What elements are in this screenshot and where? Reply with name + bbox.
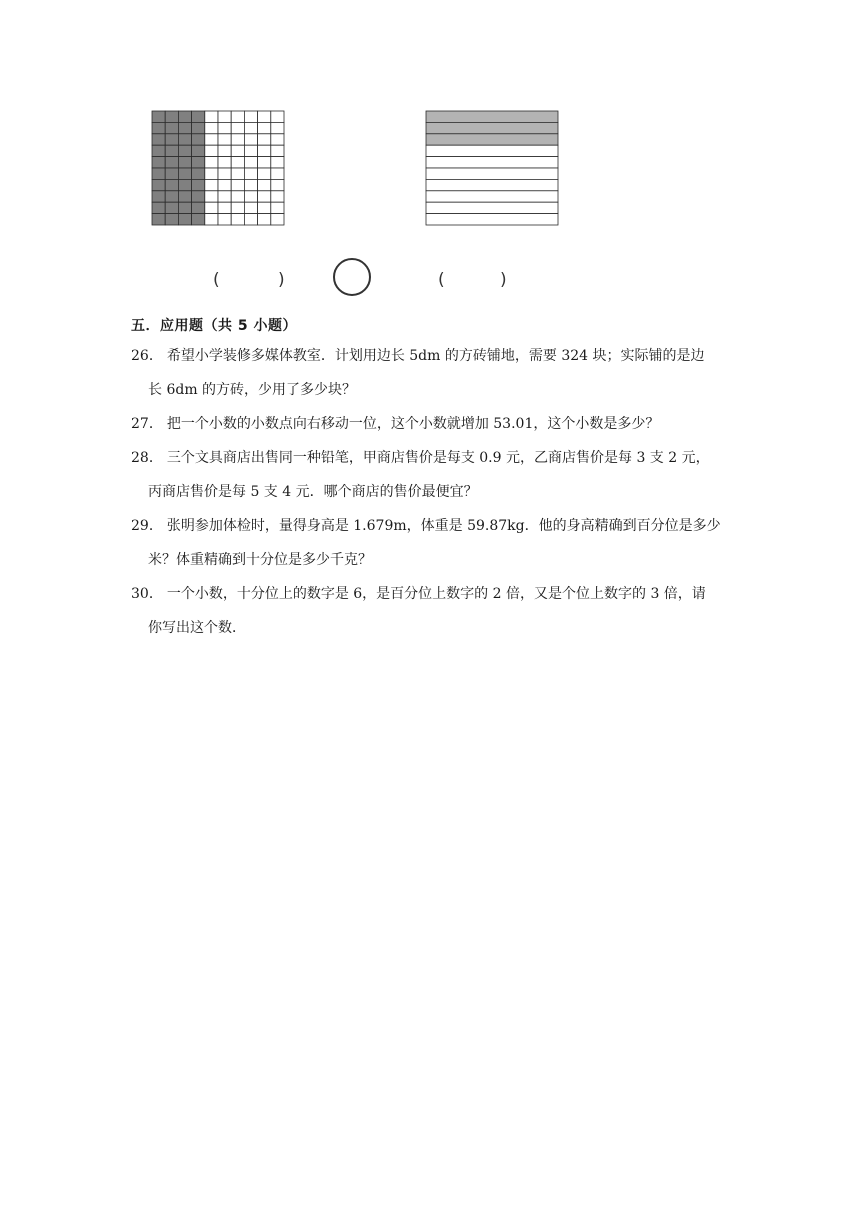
left-blank-close-paren: ) xyxy=(278,270,285,290)
grid-cell xyxy=(244,134,257,145)
shaded-cell xyxy=(178,191,191,202)
shaded-cell xyxy=(192,214,205,225)
grid-cell xyxy=(218,191,231,202)
shaded-strip xyxy=(426,122,558,133)
grid-cell xyxy=(218,111,231,122)
shaded-cell xyxy=(192,134,205,145)
grid-cell xyxy=(218,202,231,213)
shaded-cell xyxy=(178,122,191,133)
grid-cell xyxy=(244,202,257,213)
grid-cell xyxy=(244,214,257,225)
grid-cell xyxy=(218,214,231,225)
right-blank-close-paren: ) xyxy=(500,270,507,290)
question-text-line: 把一个小数的小数点向右移动一位，这个小数就增加 53.01，这个小数是多少？ xyxy=(166,416,660,432)
shaded-cell xyxy=(165,111,178,122)
grid-cell xyxy=(205,134,218,145)
grid-cell xyxy=(258,111,271,122)
question-30 xyxy=(131,577,743,645)
grid-cell xyxy=(258,157,271,168)
shaded-cell xyxy=(165,122,178,133)
grid-cell xyxy=(231,214,244,225)
right-blank-open-paren: ( xyxy=(438,270,445,290)
strip xyxy=(426,202,558,213)
grid-cell xyxy=(244,179,257,190)
question-29 xyxy=(131,509,743,577)
shaded-cell xyxy=(152,111,165,122)
grid-cell xyxy=(271,157,284,168)
question-text-line: 长 6dm 的方砖，少用了多少块？ xyxy=(148,382,357,398)
grid-cell xyxy=(218,134,231,145)
shaded-cell xyxy=(178,202,191,213)
strip xyxy=(426,157,558,168)
grid-cell xyxy=(258,145,271,156)
grid-cell xyxy=(271,191,284,202)
shaded-cell xyxy=(152,214,165,225)
grid-cell xyxy=(218,145,231,156)
shaded-cell xyxy=(178,145,191,156)
grid-cell xyxy=(231,202,244,213)
shaded-strip xyxy=(426,134,558,145)
question-number: 29． xyxy=(131,518,163,534)
grid-cell xyxy=(258,122,271,133)
shaded-cell xyxy=(192,191,205,202)
grid-cell xyxy=(218,168,231,179)
grid-cell xyxy=(271,202,284,213)
shaded-cell xyxy=(165,168,178,179)
shaded-cell xyxy=(165,134,178,145)
question-number: 27． xyxy=(131,416,163,432)
strip-figure xyxy=(425,110,559,226)
grid-cell xyxy=(205,111,218,122)
grid-cell xyxy=(231,134,244,145)
grid-cell xyxy=(205,145,218,156)
grid-cell xyxy=(258,202,271,213)
grid-cell xyxy=(205,122,218,133)
question-text-line: 一个小数，十分位上的数字是 6，是百分位上数字的 2 倍，又是个位上数字的 3 倍，请 xyxy=(166,586,706,602)
grid-cell xyxy=(271,179,284,190)
grid-cell xyxy=(205,179,218,190)
shaded-strip xyxy=(426,111,558,122)
shaded-cell xyxy=(165,157,178,168)
grid-cell xyxy=(205,168,218,179)
left-blank-open-paren: ( xyxy=(213,270,220,290)
shaded-cell xyxy=(192,122,205,133)
grid-cell xyxy=(244,168,257,179)
shaded-cell xyxy=(192,202,205,213)
strip xyxy=(426,191,558,202)
grid-cell xyxy=(244,157,257,168)
grid-cell xyxy=(271,145,284,156)
shaded-cell xyxy=(192,111,205,122)
question-text-line: 丙商店售价是每 5 支 4 元．哪个商店的售价最便宜？ xyxy=(148,484,478,500)
grid-cell xyxy=(271,134,284,145)
shaded-cell xyxy=(165,179,178,190)
grid-cell xyxy=(231,145,244,156)
shaded-cell xyxy=(192,168,205,179)
question-text-line: 三个文具商店出售同一种铅笔，甲商店售价是每支 0.9 元，乙商店售价是每 3 支 2 元， xyxy=(166,450,710,466)
shaded-cell xyxy=(192,157,205,168)
shaded-cell xyxy=(165,202,178,213)
grid-cell xyxy=(258,214,271,225)
grid-cell xyxy=(271,168,284,179)
shaded-cell xyxy=(152,179,165,190)
shaded-cell xyxy=(152,191,165,202)
grid-cell xyxy=(218,179,231,190)
shaded-cell xyxy=(178,179,191,190)
grid-cell xyxy=(258,179,271,190)
strip xyxy=(426,214,558,225)
question-27 xyxy=(131,407,743,441)
grid-cell xyxy=(258,168,271,179)
grid-cell xyxy=(205,191,218,202)
grid-cell xyxy=(231,191,244,202)
grid-cell xyxy=(244,122,257,133)
shaded-cell xyxy=(192,179,205,190)
question-28 xyxy=(131,441,743,509)
grid-cell xyxy=(244,111,257,122)
grid-cell xyxy=(258,134,271,145)
grid-cell xyxy=(205,157,218,168)
shaded-cell xyxy=(178,134,191,145)
question-text-line: 张明参加体检时，量得身高是 1.679m，体重是 59.87kg．他的身高精确到百分位是多少 xyxy=(166,518,721,534)
question-number: 26． xyxy=(131,348,163,364)
shaded-cell xyxy=(152,134,165,145)
grid-cell xyxy=(258,191,271,202)
question-text-line: 你写出这个数． xyxy=(148,620,246,636)
strip xyxy=(426,145,558,156)
shaded-cell xyxy=(152,157,165,168)
shaded-cell xyxy=(178,111,191,122)
question-number: 28． xyxy=(131,450,163,466)
strip xyxy=(426,179,558,190)
shaded-cell xyxy=(192,145,205,156)
shaded-cell xyxy=(178,168,191,179)
grid-cell xyxy=(244,145,257,156)
grid-cell xyxy=(218,157,231,168)
question-text-line: 希望小学装修多媒体教室．计划用边长 5dm 的方砖铺地，需要 324 块；实际铺的是边 xyxy=(166,348,705,364)
grid-cell xyxy=(205,202,218,213)
shaded-cell xyxy=(165,214,178,225)
grid-cell xyxy=(231,179,244,190)
shaded-cell xyxy=(152,168,165,179)
shaded-cell xyxy=(165,145,178,156)
shaded-cell xyxy=(178,214,191,225)
grid-cell xyxy=(218,122,231,133)
shaded-cell xyxy=(152,145,165,156)
grid-cell xyxy=(231,111,244,122)
question-text-line: 米？体重精确到十分位是多少千克？ xyxy=(148,552,372,568)
shaded-cell xyxy=(152,122,165,133)
shaded-cell xyxy=(178,157,191,168)
section-title: 五．应用题（共 5 小题） xyxy=(131,318,297,334)
grid-cell xyxy=(244,191,257,202)
grid-cell xyxy=(231,168,244,179)
comparison-circle[interactable] xyxy=(333,258,371,296)
question-number: 30． xyxy=(131,586,163,602)
grid-cell xyxy=(205,214,218,225)
hundred-grid-figure xyxy=(151,110,285,226)
grid-cell xyxy=(231,157,244,168)
grid-cell xyxy=(271,214,284,225)
shaded-cell xyxy=(165,191,178,202)
strip xyxy=(426,168,558,179)
shaded-cell xyxy=(152,202,165,213)
grid-cell xyxy=(271,122,284,133)
question-26 xyxy=(131,339,743,407)
grid-cell xyxy=(231,122,244,133)
grid-cell xyxy=(271,111,284,122)
